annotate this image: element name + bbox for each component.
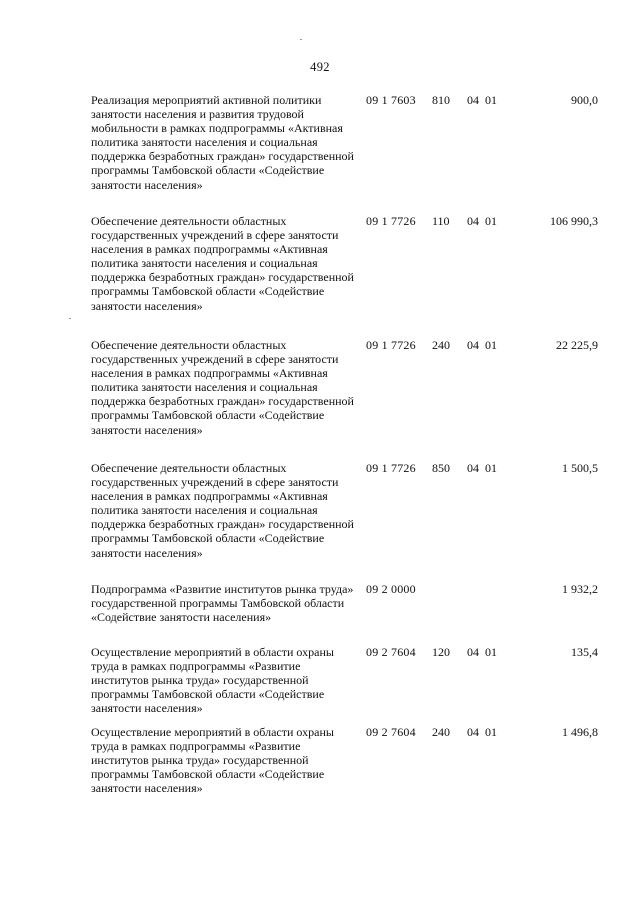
expense-type-code: 110 [432, 214, 450, 228]
row-description: Обеспечение деятельности областных государственных учреждений в сфере занятости населения в рамках подпрограммы «Активная политика занятости населения и социальная поддержка безработных граждан» государственной программы Тамбовской области «Содействие занятости населения» [91, 338, 354, 437]
amount: 22 225,9 [556, 338, 598, 352]
target-article-code: 09 2 7604 [366, 645, 416, 659]
target-article-code: 09 1 7603 [366, 93, 416, 107]
section-subsection-code: 04 01 [467, 214, 497, 228]
amount: 106 990,3 [550, 214, 598, 228]
amount: 900,0 [571, 93, 598, 107]
target-article-code: 09 1 7726 [366, 338, 416, 352]
row-description: Осуществление мероприятий в области охраны труда в рамках подпрограммы «Развитие институтов рынка труда» государственной программы Тамбовской области «Содействие занятости населения» [91, 645, 334, 716]
row-description: Подпрограмма «Развитие институтов рынка труда» государственной программы Тамбовской области «Содействие занятости населения» [91, 582, 354, 625]
section-subsection-code: 04 01 [467, 461, 497, 475]
row-description: Обеспечение деятельности областных государственных учреждений в сфере занятости населения в рамках подпрограммы «Активная политика занятости населения и социальная поддержка безработных граждан» государственной программы Тамбовской области «Содействие занятости населения» [91, 214, 354, 313]
section-subsection-code: 04 01 [467, 338, 497, 352]
scan-speck [69, 318, 71, 319]
expense-type-code: 240 [432, 725, 450, 739]
target-article-code: 09 1 7726 [366, 461, 416, 475]
expense-type-code: 240 [432, 338, 450, 352]
section-subsection-code: 04 01 [467, 93, 497, 107]
row-description: Обеспечение деятельности областных государственных учреждений в сфере занятости населения в рамках подпрограммы «Активная политика занятости населения и социальная поддержка безработных граждан» государственной программы Тамбовской области «Содействие занятости населения» [91, 461, 354, 560]
page-number: 492 [310, 60, 330, 74]
row-description: Реализация мероприятий активной политики занятости населения и развития трудовой мобильности в рамках подпрограммы «Активная политика занятости населения и социальная поддержка безработных граждан» государственной программы Тамбовской области «Содействие занятости населения» [91, 93, 354, 192]
amount: 1 500,5 [562, 461, 598, 475]
amount: 1 496,8 [562, 725, 598, 739]
expense-type-code: 850 [432, 461, 450, 475]
expense-type-code: 810 [432, 93, 450, 107]
scan-speck [300, 39, 302, 40]
row-description: Осуществление мероприятий в области охраны труда в рамках подпрограммы «Развитие институтов рынка труда» государственной программы Тамбовской области «Содействие занятости населения» [91, 725, 334, 796]
target-article-code: 09 1 7726 [366, 214, 416, 228]
section-subsection-code: 04 01 [467, 645, 497, 659]
expense-type-code: 120 [432, 645, 450, 659]
section-subsection-code: 04 01 [467, 725, 497, 739]
amount: 135,4 [571, 645, 598, 659]
target-article-code: 09 2 7604 [366, 725, 416, 739]
amount: 1 932,2 [562, 582, 598, 596]
target-article-code: 09 2 0000 [366, 582, 416, 596]
